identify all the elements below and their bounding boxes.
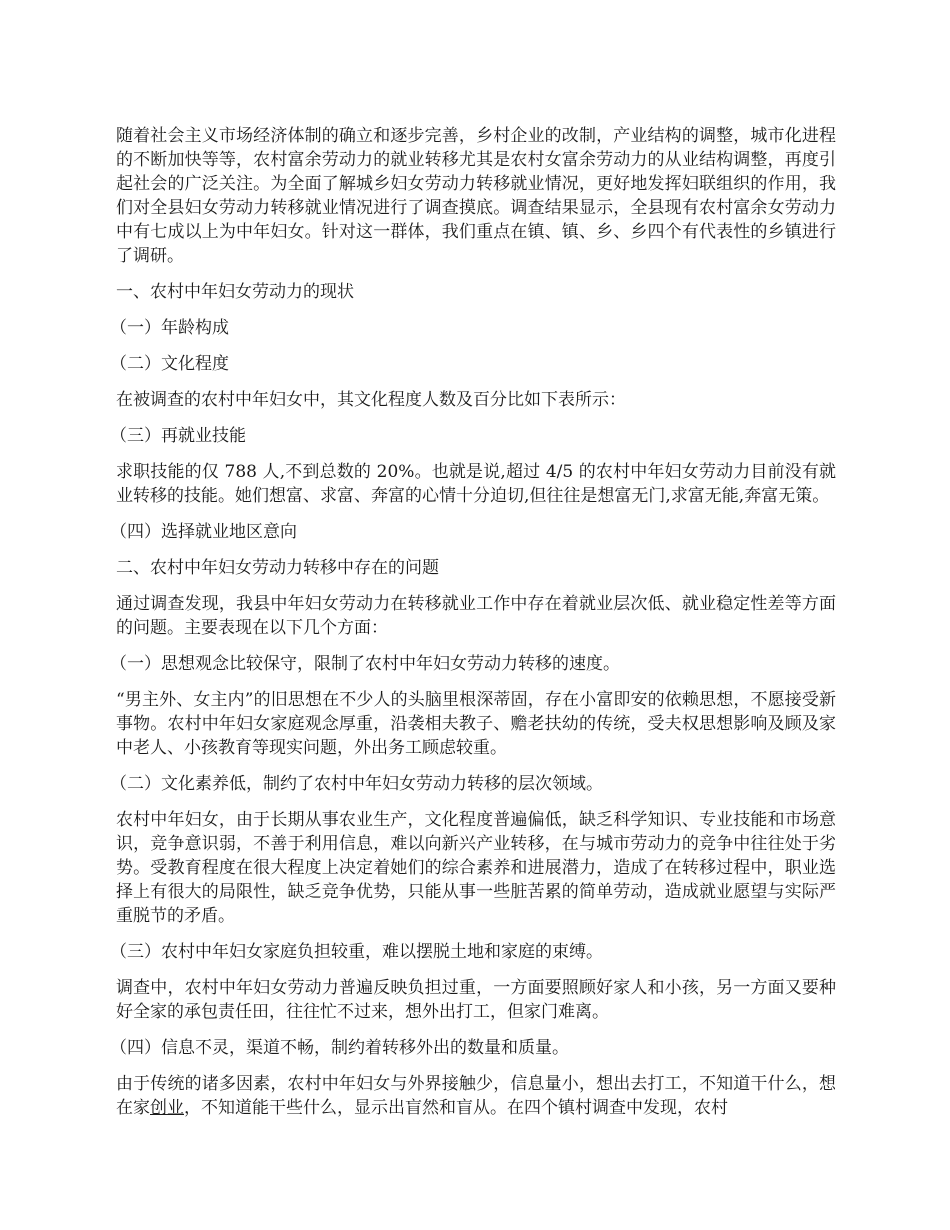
section-1-heading: 一、农村中年妇女劳动力的现状 — [116, 282, 354, 302]
section-1-subheading-education: （二）文化程度 — [110, 354, 229, 374]
section-2-subheading-mindset: （一）思想观念比较保守，限制了农村中年妇女劳动力转移的速度。 — [110, 654, 620, 674]
information-paragraph — [116, 1072, 836, 1120]
section-2-intro-paragraph: 通过调查发现，我县中年妇女劳动力在转移就业工作中存在着就业层次低、就业稳定性差等方面的问题。主要表现在以下几个方面： — [116, 594, 836, 638]
document-body — [110, 124, 836, 1132]
information-text-start: 由于传统的诸多因素，农村中年妇女与外界接触少，信息量小，想出去打工，不知道干什么，想在家 — [116, 1074, 836, 1118]
education-paragraph: 在被调查的农村中年妇女中，其文化程度人数及百分比如下表所示： — [116, 390, 626, 410]
section-2-subheading-literacy: （二）文化素养低，制约了农村中年妇女劳动力转移的层次领域。 — [110, 774, 603, 794]
section-2-heading: 二、农村中年妇女劳动力转移中存在的问题 — [116, 558, 439, 578]
skills-paragraph: 求职技能的仅 788 人,不到总数的 20%。也就是说,超过 4/5 的农村中年妇女劳动力目前没有就业转移的技能。她们想富、求富、奔富的心情十分迫切,但往往是想富无门,求富无能,奔富无策。 — [116, 462, 836, 506]
section-1-subheading-region: （四）选择就业地区意向 — [110, 522, 297, 542]
section-1-subheading-age: （一）年龄构成 — [110, 318, 229, 338]
literacy-paragraph: 农村中年妇女，由于长期从事农业生产，文化程度普遍偏低，缺乏科学知识、专业技能和市场意识，竞争意识弱，不善于利用信息，难以向新兴产业转移，在与城市劳动力的竞争中往往处于劣势。受教育程度在很大程度上决定着她们的综合素养和进展潜力，造成了在转移过程中，职业选择上有很大的局限性，缺乏竞争优势，只能从事一些脏苦累的简单劳动，造成就业愿望与实际严重脱节的矛盾。 — [116, 810, 836, 926]
mindset-paragraph: “男主外、女主内”的旧思想在不少人的头脑里根深蒂固，存在小富即安的依赖思想，不愿接受新事物。农村中年妇女家庭观念厚重，沿袭相夫教子、赡老扶幼的传统，受夫权思想影响及顾及家中老人、小孩教育等现实问题，外出务工顾虑较重。 — [116, 690, 836, 758]
information-text-end: ，不知道能干些什么，显示出盲然和盲从。在四个镇村调查中发现，农村 — [184, 1098, 728, 1118]
intro-paragraph: 随着社会主义市场经济体制的确立和逐步完善，乡村企业的改制，产业结构的调整，城市化进程的不断加快等等，农村富余劳动力的就业转移尤其是农村女富余劳动力的从业结构调整，再度引起社会的广泛关注。为全面了解城乡妇女劳动力转移就业情况，更好地发挥妇联组织的作用，我们对全县妇女劳动力转移就业情况进行了调查摸底。调查结果显示，全县现有农村富余女劳动力中有七成以上为中年妇女。针对这一群体，我们重点在镇、镇、乡、乡四个有代表性的乡镇进行了调研。 — [116, 126, 836, 266]
section-1-subheading-skills: （三）再就业技能 — [110, 426, 246, 446]
entrepreneurship-link[interactable]: 创业 — [150, 1098, 184, 1118]
section-2-subheading-family: （三）农村中年妇女家庭负担较重，难以摆脱土地和家庭的束缚。 — [110, 942, 603, 962]
section-2-subheading-information: （四）信息不灵，渠道不畅，制约着转移外出的数量和质量。 — [110, 1038, 569, 1058]
family-paragraph: 调查中，农村中年妇女劳动力普遍反映负担过重，一方面要照顾好家人和小孩，另一方面又要种好全家的承包责任田，往往忙不过来，想外出打工，但家门难离。 — [116, 978, 836, 1022]
